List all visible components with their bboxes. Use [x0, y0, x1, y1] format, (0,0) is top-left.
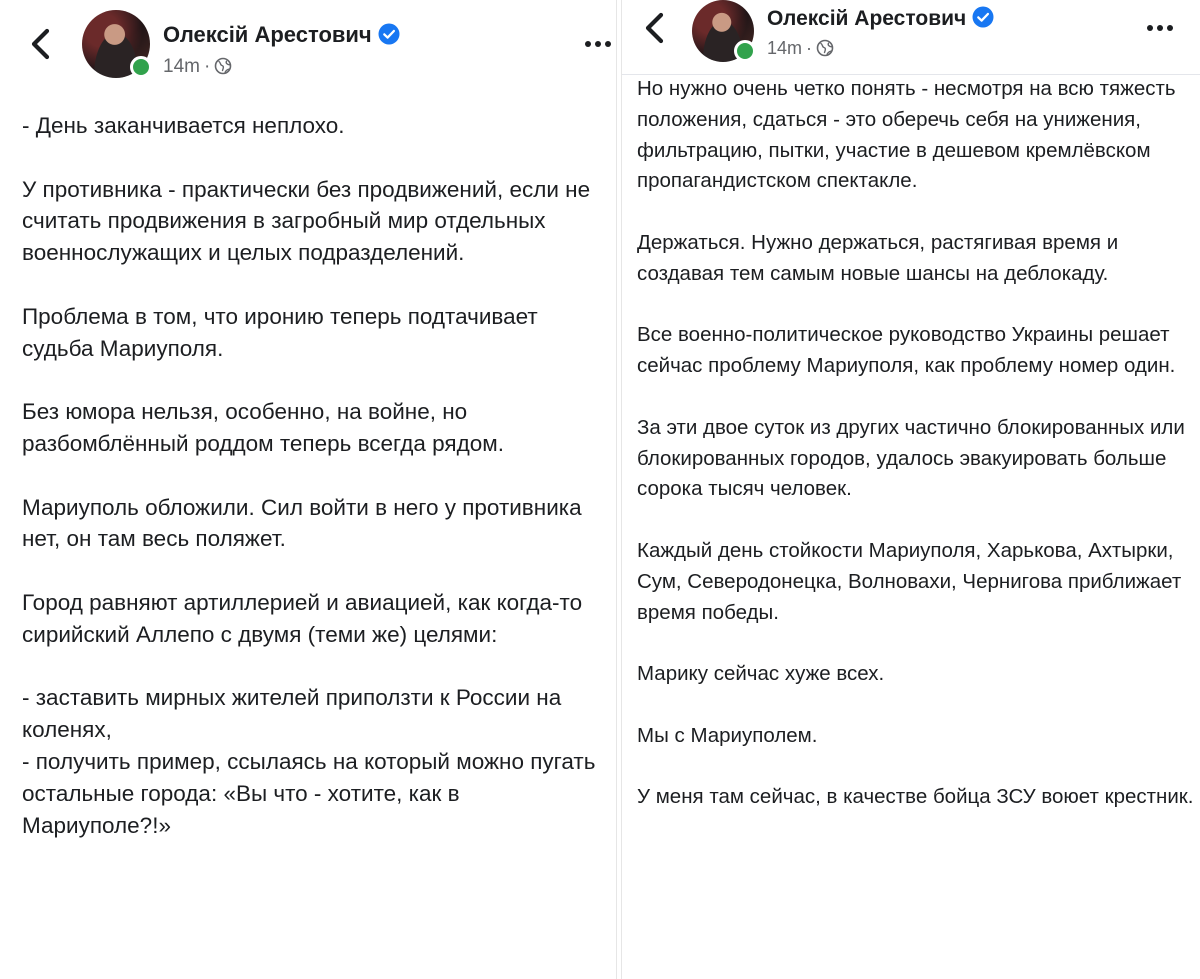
online-status-dot	[734, 40, 756, 62]
post-panel-right	[622, 0, 1200, 979]
verified-badge-icon	[972, 6, 994, 28]
author-avatar[interactable]	[692, 0, 754, 62]
author-name[interactable]	[767, 6, 994, 31]
author-name-text: Олексій Арестович	[163, 22, 372, 47]
post-header	[0, 0, 616, 92]
post-text: Но нужно очень четко понять - несмотря на всю тяжесть положения, сдаться - это оберечь себя на унижения, фильтрацию, пытки, участие в дешевом кремлёвском пропагандистском спектакле. Держаться. Нужно держаться, растягивая время и создавая тем самым новые шансы на деблокаду. Все военно-политическое руководство Украины решает сейчас проблему Мариуполя, как проблему номер один. За эти двое суток из других частично блокированных или блокированных городов, удалось эвакуировать больше сорока тысяч человек. Каждый день стойкости Мариуполя, Харькова, Ахтырки, Сум, Северодонецка, Волновахи, Чернигова приближает время победы. Марику сейчас хуже всех. Мы с Мариуполем. У меня там сейчас, в качестве бойца ЗСУ воюет крестник.	[637, 77, 1194, 809]
chevron-left-icon	[640, 8, 670, 48]
post-header	[622, 0, 1200, 75]
chevron-left-icon	[26, 24, 56, 64]
back-button[interactable]	[26, 24, 56, 64]
post-meta	[767, 38, 834, 59]
post-meta	[163, 56, 232, 78]
post-text: - День заканчивается неплохо. У противника - практически без продвижений, если не считать продвижения в загробный мир отдельных военнослужащих и целых подразделений. Проблема в том, что иронию теперь подтачивает судьба Мариуполя. Без юмора нельзя, особенно, на войне, но разбомблённый роддом теперь всегда рядом. Мариуполь обложили. Сил войти в него у противника нет, он там весь поляжет. Город равняют артиллерией и авиацией, как когда-то сирийский Аллепо с двумя (теми же) целями: - заставить мирных жителей приползти к России на коленях, - получить пример, ссылаясь на который можно пугать остальные города: «Вы что - хотите, как в Мариуполе?!»	[22, 113, 596, 838]
meta-separator: ·	[203, 56, 211, 77]
back-button[interactable]	[640, 8, 670, 48]
globe-icon	[816, 39, 834, 57]
online-status-dot	[130, 56, 152, 78]
verified-badge-icon	[378, 23, 400, 45]
post-time[interactable]: 14m	[163, 56, 200, 77]
post-time[interactable]: 14m	[767, 38, 803, 58]
author-name[interactable]	[163, 22, 400, 48]
author-avatar[interactable]	[82, 10, 150, 78]
meta-separator: ·	[806, 38, 813, 58]
author-name-text: Олексій Арестович	[767, 7, 967, 30]
globe-icon	[214, 57, 232, 75]
more-options-button[interactable]	[1144, 18, 1178, 38]
more-options-button[interactable]	[582, 34, 616, 54]
